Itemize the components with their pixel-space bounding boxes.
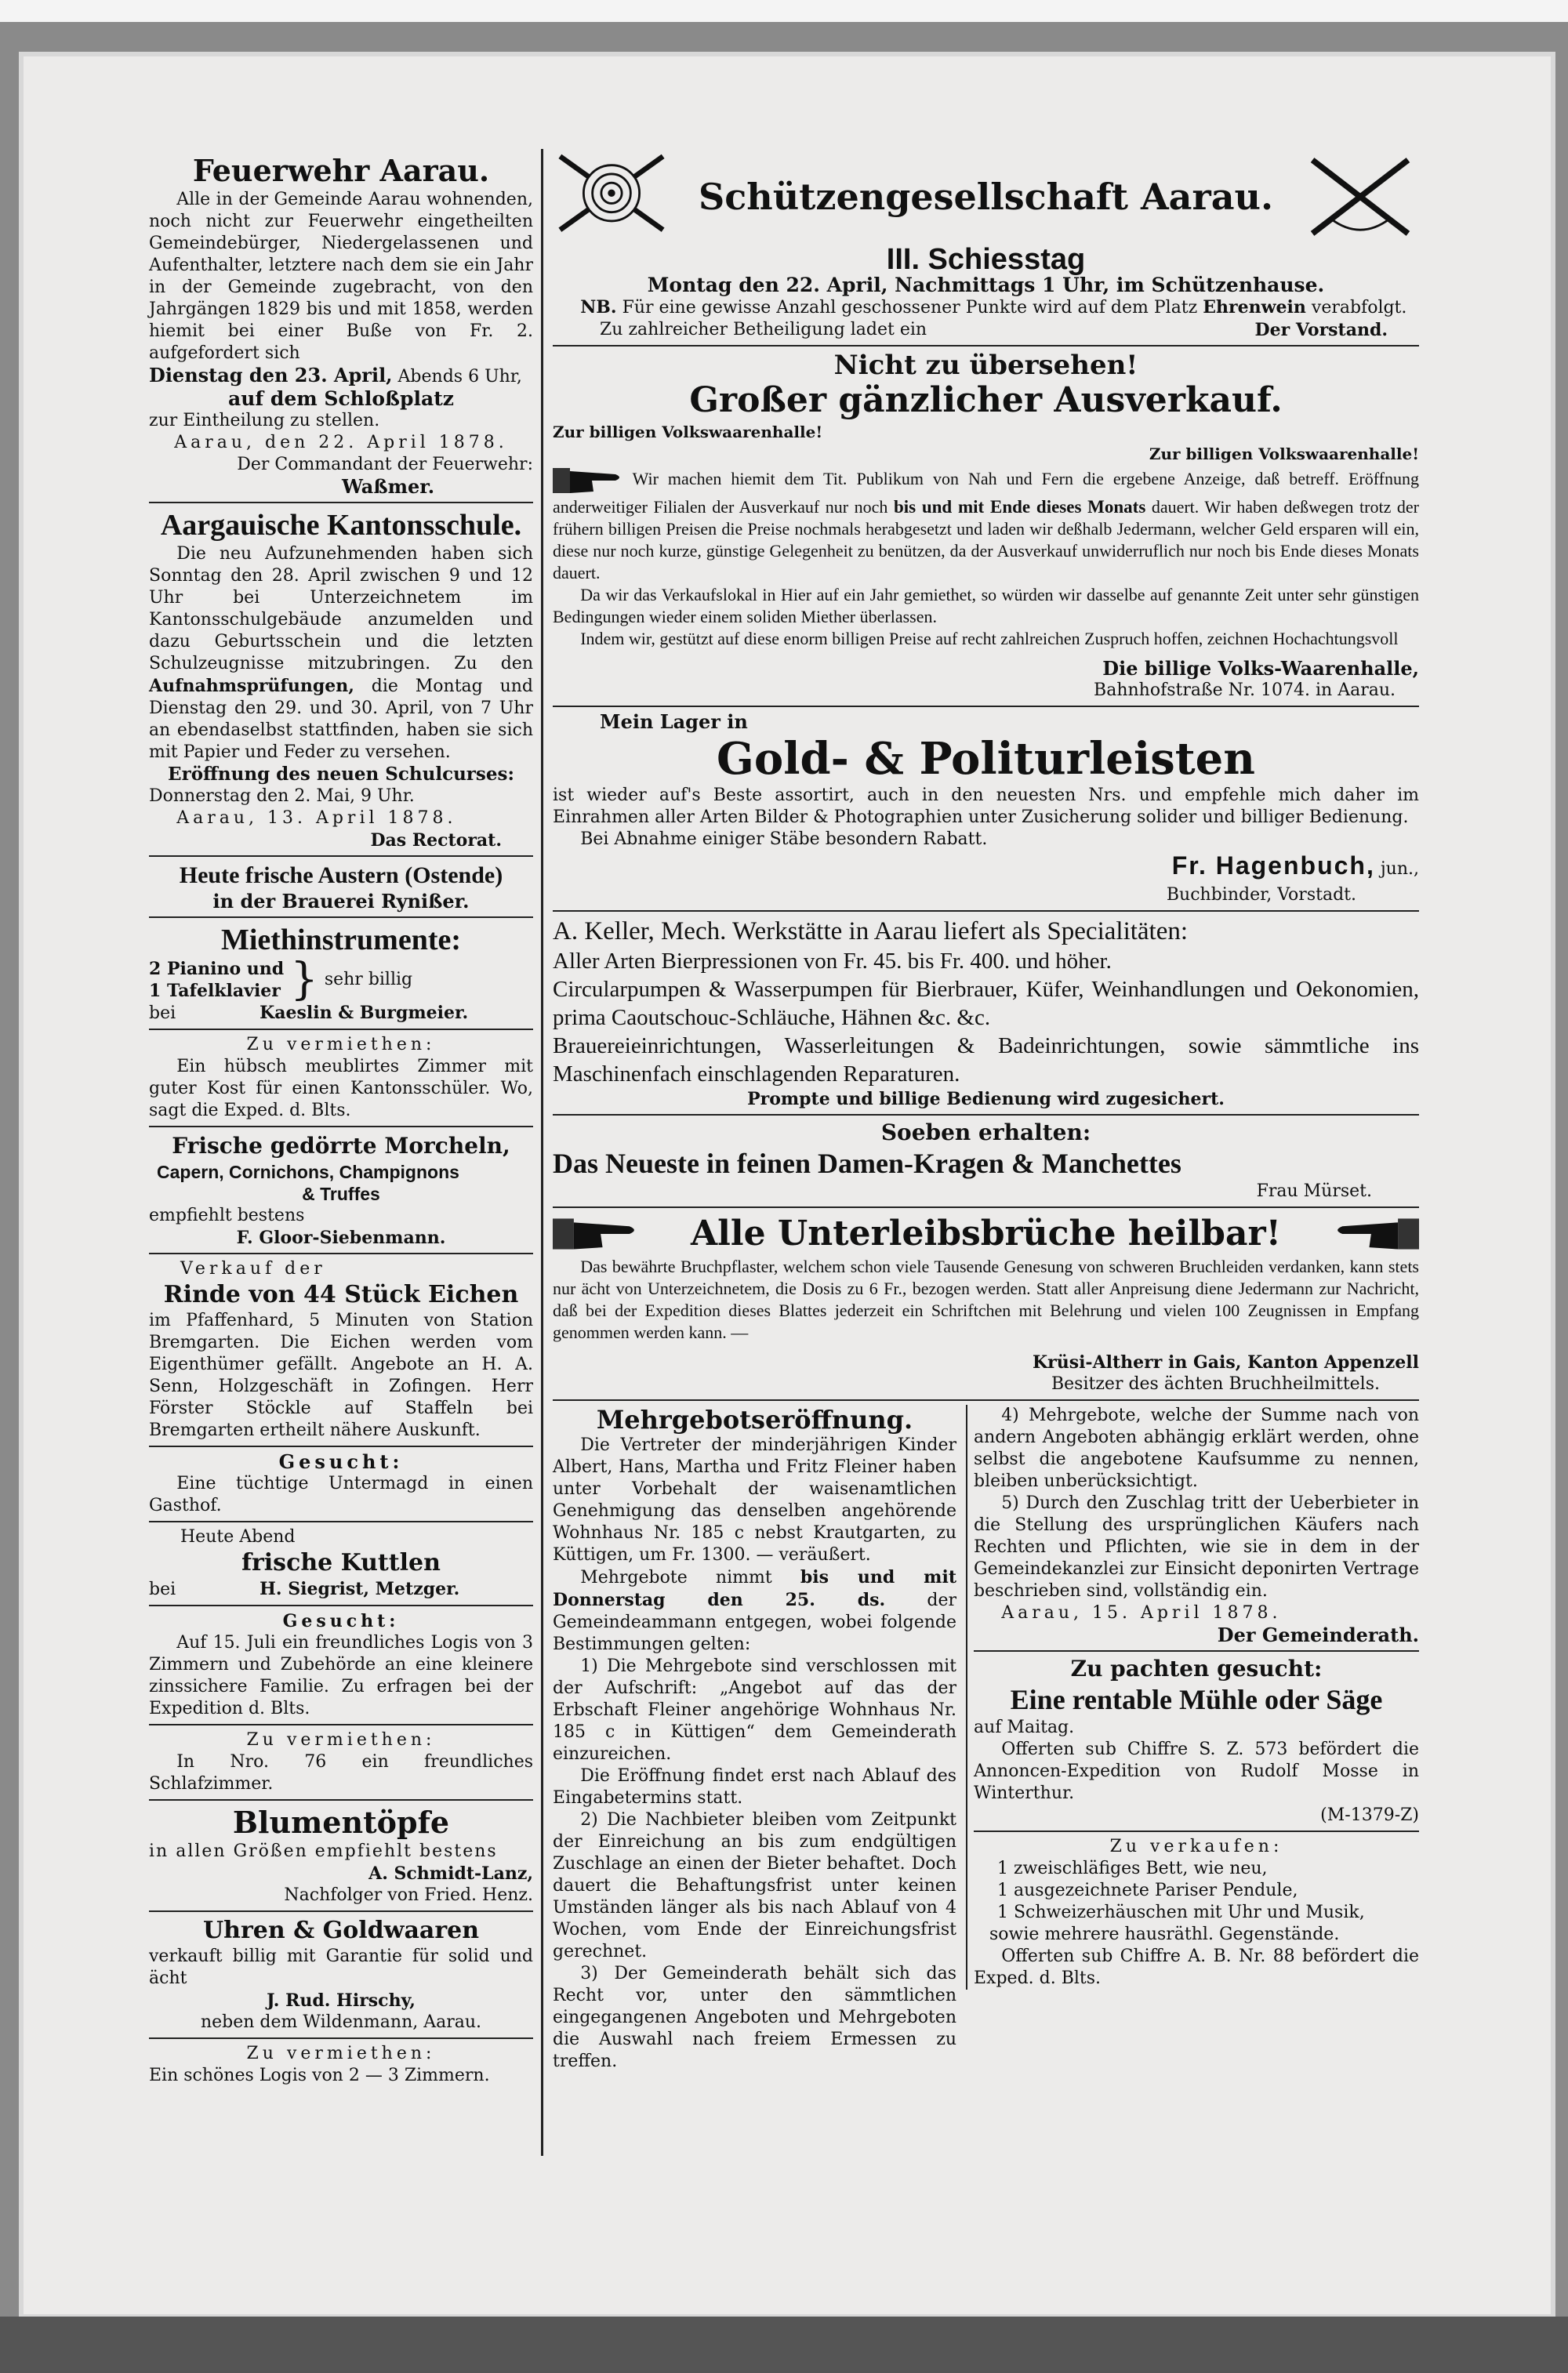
ad-uhren — [149, 1916, 533, 2034]
label-bei: bei — [149, 1580, 176, 1599]
separator — [149, 1521, 533, 1522]
invite-text: Zu zahlreicher Betheiligung ladet ein — [600, 320, 927, 339]
brace-icon: } — [290, 954, 318, 1005]
nb-label: NB. — [580, 297, 617, 317]
product-line: Aller Arten Bierpressionen von Fr. 45. bis Fr. 400. und höher. — [553, 949, 1112, 974]
separator — [149, 1724, 533, 1725]
ad-title: Großer gänzlicher Ausverkauf. — [689, 380, 1283, 420]
item: 2 Pianino und — [149, 959, 285, 979]
ad-body: Eine tüchtige Untermagd in einen Gasthof. — [149, 1474, 533, 1515]
discount-note: Bei Abnahme einiger Stäbe besondern Rabatt. — [580, 829, 988, 849]
address: Bahnhofstraße Nr. 1074. in Aarau. — [1094, 680, 1396, 700]
price-note: sehr billig — [324, 970, 413, 989]
condition: 5) Durch den Zuschlag tritt der Ueberbieter in die Stellung des ursprünglichen Käufers nach Rechten und Pflichten, wie sie in dem in der Gemeindekanzlei zur Einsicht deponirten Vertrage beschrieben sind, vollständig ein. — [974, 1493, 1419, 1601]
ad-headline: Eine rentable Mühle oder Säge — [1010, 1684, 1383, 1715]
ad-title: Zu vermiethen: — [246, 2044, 436, 2063]
ad-body: auf Maitag. — [974, 1718, 1075, 1737]
list-item: 1 ausgezeichnete Pariser Pendule, — [997, 1881, 1298, 1900]
right-column — [553, 149, 1419, 2073]
separator — [149, 502, 533, 503]
ad-body: dauert. Wir haben deßwegen trotz der frühern billigen Preisen die Preise nochmals herabgesetzt und laden wir deßhalb Jedermann, welcher Geld ersparen will ein, diese nur noch kurze, günstige Gelegenheit zu benützen, da der Ausverkauf unwiderruflich nur noch bis Ende dieses Monats dauert. — [553, 497, 1419, 582]
ad-body: Die neu Aufzunehmenden haben sich Sonntag den 28. April zwischen 9 und 12 Uhr bei Unterzeichnetem im Kantonsschulgebäude anzumelden und dazu Geburtsschein und die letzten Schulzeugnisse mitzubringen. Zu den — [149, 544, 533, 673]
condition: 2) Die Nachbieter bleiben vom Zeitpunkt der Einreichung an bis zum endgültigen Zuschlage an einen der Bieter behaftet. Doch dauert die Behaftungsfrist unter keinen Umständen länger als bis nach Ablauf von 4 Wochen, vom Ende der Einreichungsfrist gerechnet. — [553, 1810, 956, 1961]
nb-tail: verabfolgt. — [1311, 298, 1407, 317]
product-line: Brauereieinrichtungen, Wasserleitungen & Badeinrichtungen, sowie sämmtliche ins Maschinenfach einschlagenden Reparaturen. — [553, 1033, 1419, 1087]
ad-body: In Nro. 76 ein freundliches Schlafzimmer. — [149, 1752, 533, 1794]
separator — [149, 2037, 533, 2039]
ad-title: Miethinstrumente: — [220, 923, 462, 956]
dateline: Aarau, den 22. April 1878. — [174, 433, 508, 452]
ad-kuttlen — [149, 1526, 533, 1601]
ad-schuetzengesellschaft — [553, 149, 1419, 341]
ad-title: Uhren & Goldwaaren — [202, 1917, 480, 1944]
ad-pretitle: Nicht zu übersehen! — [833, 350, 1138, 381]
nb-bold: Ehrenwein — [1203, 297, 1306, 317]
separator — [149, 1605, 533, 1606]
ad-feuerwehr — [149, 153, 533, 498]
ad-body: Das Neueste in feinen Damen-Kragen & Manchettes — [553, 1148, 1181, 1179]
list-item: 1 Schweizerhäuschen mit Uhr und Musik, — [997, 1903, 1365, 1922]
separator — [553, 1399, 1419, 1401]
crossed-rifles-emblem-icon — [1301, 149, 1419, 245]
ad-title: Gold- & Politurleisten — [717, 733, 1255, 785]
ad-body: verkauft billig mit Garantie für solid und ächt — [149, 1947, 533, 1988]
right-subcolumn — [966, 1405, 1419, 1990]
signature: Fr. Hagenbuch, — [1171, 851, 1375, 880]
ad-subtitle: in der Brauerei Rynißer. — [212, 890, 470, 913]
separator — [974, 1831, 1419, 1832]
ad-kantonsschule — [149, 507, 533, 851]
ad-pretitle: Verkauf der — [180, 1259, 326, 1279]
signature: Waßmer. — [341, 475, 435, 498]
ad-body: Mehrgebote nimmt — [580, 1568, 772, 1587]
signature: H. Siegrist, Metzger. — [260, 1579, 460, 1599]
ad-title: Alle Unterleibsbrüche heilbar! — [691, 1214, 1281, 1254]
ad-title: Blumentöpfe — [232, 1805, 450, 1840]
ad-body: Offerten sub Chiffre A. B. Nr. 88 befördert die Exped. d. Blts. — [974, 1947, 1419, 1988]
ad-body: Indem wir, gestützt auf diese enorm billigen Preise auf recht zahlreichen Zuspruch hoffen, zeichnen Hochachtungsvoll — [580, 629, 1399, 648]
signature-sub: neben dem Wildenmann, Aarau. — [200, 2012, 482, 2032]
pointing-hand-icon — [553, 465, 623, 496]
ad-subtitle: III. Schiesstag — [886, 243, 1086, 276]
separator — [553, 706, 1419, 707]
signature: J. Rud. Hirschy, — [267, 1990, 416, 2011]
ad-title: Heute frische Austern (Ostende) — [179, 862, 503, 888]
event-date: Montag den 22. April, Nachmittags 1 Uhr, im Schützenhause. — [647, 274, 1325, 296]
separator — [149, 855, 533, 857]
deadline: bis und mit Donnerstag den 25. ds. — [553, 1567, 956, 1610]
pointing-hand-right-icon — [553, 1214, 639, 1254]
item: 1 Tafelklavier — [149, 981, 281, 1001]
ad-body: Offerten sub Chiffre S. Z. 573 befördert die Annoncen-Expedition von Rudolf Mosse in Winterthur. — [974, 1740, 1419, 1803]
ad-title: Gesucht: — [278, 1450, 404, 1473]
ad-body: der Gemeindeammann entgegen, wobei folgende Bestimmungen gelten: — [553, 1591, 956, 1654]
opening-date: Donnerstag den 2. Mai, 9 Uhr. — [149, 786, 415, 806]
signature: Der Vorstand. — [1254, 320, 1388, 340]
ad-verkaufen — [974, 1836, 1419, 1990]
separator — [149, 1799, 533, 1801]
column-divider — [541, 149, 543, 2156]
left-column — [149, 153, 533, 2087]
ad-pretitle: Mein Lager in — [600, 710, 748, 733]
list-item: sowie mehrere hausräthl. Gegenstände. — [989, 1925, 1340, 1944]
product-line: Circularpumpen & Wasserpumpen für Bierbrauer, Küfer, Weinhandlungen und Oekonomien, prima Caoutschouc-Schläuche, Hähnen &c. &c. — [553, 977, 1419, 1030]
ad-title: Zu vermiethen: — [246, 1730, 436, 1750]
ad-untermagd — [149, 1451, 533, 1517]
ad-body: Die Vertreter der minderjährigen Kinder Albert, Hans, Martha und Fritz Fleiner haben unter Vorbehalt der waisenamtlichen Genehmigung das denselben angehörende Wohnhaus Nr. 185 c nebst Krautgarten, zu Küttigen, um Fr. 1300. — veräußert. — [553, 1435, 956, 1565]
signature: Der Gemeinderath. — [1217, 1624, 1419, 1646]
ad-title: Soeben erhalten: — [880, 1119, 1091, 1145]
ad-mehrgebot — [553, 1405, 956, 2073]
scan-bottom-margin — [0, 2317, 1568, 2373]
separator — [149, 1910, 533, 1912]
ad-title: Zu vermiethen: — [246, 1035, 436, 1054]
ad-body: Alle in der Gemeinde Aarau wohnenden, noch nicht zur Feuerwehr eingetheilten Gemeindebürger, Niedergelassenen und Aufenthalter, letztere nach dem sie ein Jahr in der Gemeinde zugebracht, von den Jahrgängen 1829 bis und mit 1858, werden hiemit bei einer Buße von Fr. 2. aufgefordert sich — [149, 190, 533, 363]
separator — [149, 1029, 533, 1030]
label-bei: bei — [149, 1003, 176, 1023]
tag-left: Zur billigen Volkswaarenhalle! — [553, 423, 823, 441]
ad-body: im Pfaffenhard, 5 Minuten von Station Bremgarten. Die Eichen werden vom Eigenthümer gefällt. Angebote an H. A. Senn, Holzgeschäft in Zofingen. Herr Förster Stöckle auf Staffeln bei Bremgarten ertheilt nähere Auskunft. — [149, 1311, 533, 1440]
separator — [553, 1206, 1419, 1208]
ad-title: Rinde von 44 Stück Eichen — [163, 1281, 519, 1308]
nb-text: Für eine gewisse Anzahl geschossener Punkte wird auf dem Platz — [622, 298, 1198, 317]
reference-code: (M-1379-Z) — [1320, 1805, 1419, 1825]
ad-body: Auf 15. Juli ein freundliches Logis von 3 Zimmern und Zubehörde an eine kleinere zinssichere Familie. Zu erfragen bei der Expedition d. Blts. — [149, 1633, 533, 1718]
ad-body: Ein hübsch meublirtes Zimmer mit guter Kost für einen Kantonsschüler. Wo, sagt die Exped. d. Blts. — [149, 1057, 533, 1120]
list-item: 1 zweischläfiges Bett, wie neu, — [997, 1859, 1268, 1878]
separator — [553, 1114, 1419, 1116]
dateline: Aarau, 13. April 1878. — [176, 808, 457, 828]
ad-morcheln — [149, 1131, 533, 1249]
bottom-subcolumns — [553, 1405, 1419, 2073]
event-place: auf dem Schloßplatz — [228, 387, 454, 410]
ad-bruch — [553, 1212, 1419, 1395]
signature-sub: Nachfolger von Fried. Henz. — [284, 1885, 533, 1905]
item-line: & Truffes — [302, 1184, 380, 1204]
signature: Die billige Volks-Waarenhalle, — [1102, 657, 1419, 680]
target-rifles-emblem-icon — [553, 149, 670, 245]
ad-body: die Montag und Dienstag den 29. und 30. April, von 7 Uhr an ebendaselbst stattfinden, haben sie sich mit Papier und Feder zu versehen. — [149, 677, 534, 762]
signature: F. Gloor-Siebenmann. — [236, 1228, 446, 1248]
signature: A. Schmidt-Lanz, — [368, 1863, 533, 1884]
ad-title: Zu pachten gesucht: — [1070, 1656, 1323, 1682]
ad-blumentoepfe — [149, 1805, 533, 1907]
ad-keller — [553, 916, 1419, 1110]
ad-title: Schützengesellschaft Aarau. — [699, 176, 1273, 218]
separator — [149, 1126, 533, 1127]
signer-role: Der Commandant der Feuerwehr: — [237, 455, 533, 474]
signature-suffix: jun., — [1380, 859, 1419, 879]
pointing-hand-left-icon — [1333, 1214, 1419, 1254]
condition: 4) Mehrgebote, welche der Summe nach von andern Angeboten abhängig erklärt werden, ohne selbst die angebotene Kaufsumme zu nennen, bleiben unberücksichtigt. — [974, 1406, 1419, 1491]
ad-title: Feuerwehr Aarau. — [192, 153, 490, 188]
ad-body: Wir machen hiemit dem Tit. Publikum von Nah und Fern die ergebene Anzeige, daß betreff. Eröffnung anderweitiger Filialen der Ausverkauf nur noch — [553, 469, 1419, 517]
recommendation: empfiehlt bestens — [149, 1206, 305, 1225]
service-note: Prompte und billige Bedienung wird zugesichert. — [747, 1089, 1225, 1109]
signature: Das Rectorat. — [370, 830, 502, 851]
ad-body: ist wieder auf's Beste assortirt, auch in den neuesten Nrs. und empfehle mich daher im Einrahmen aller Arten Bilder & Photographien unter Zusicherung solider und billiger Bedienung. — [553, 786, 1419, 827]
separator — [974, 1650, 1419, 1652]
opening-title: Eröffnung des neuen Schulcurses: — [168, 764, 514, 785]
ad-title: frische Kuttlen — [241, 1549, 441, 1577]
signature-sub: Buchbinder, Vorstadt. — [1166, 885, 1356, 905]
signature: Frau Mürset. — [1256, 1181, 1372, 1201]
tag-right: Zur billigen Volkswaarenhalle! — [1149, 444, 1419, 463]
condition: 3) Der Gemeinderath behält sich das Recht vor, unter den sämmtlichen eingegangenen Angeboten und Mehrgeboten die Auswahl nach freiem Ermessen zu treffen. — [553, 1964, 956, 2071]
ad-title: Gesucht: — [282, 1611, 400, 1631]
ad-body-tail: zur Eintheilung zu stellen. — [149, 411, 380, 430]
signature-sub: Besitzer des ächten Bruchheilmittels. — [1051, 1374, 1380, 1394]
dateline: Aarau, 15. April 1878. — [1001, 1603, 1282, 1623]
ad-body: Das bewährte Bruchpflaster, welchem schon viele Tausende Genesung von schweren Bruchleiden verdanken, kann stets nur ächt von Unterzeichnetem, die Dosis zu 6 Fr., bezogen werden. Statt aller Anpreisung diene Jedermann zur Nachricht, daß bei der Expedition dieses Blattes jederzeit ein Schriftchen mit Belehrung und vielen 100 Zeugnissen in Empfang genommen werden kann. — — [553, 1257, 1419, 1342]
separator — [149, 916, 533, 918]
condition: 1) Die Mehrgebote sind verschlossen mit der Aufschrift: „Angebot auf das der Erbschaft Fleiner angehörige Wohnhaus Nr. 185 c in Küttigen“ dem Gemeinderath einzureichen. — [553, 1656, 956, 1764]
firm-name: Kaeslin & Burgmeier. — [260, 1003, 469, 1023]
scan-top-margin — [0, 0, 1568, 22]
ad-title: Aargauische Kantonsschule. — [160, 509, 522, 542]
ad-title: Frische gedörrte Morcheln, — [172, 1133, 510, 1159]
ad-logis-2 — [149, 2043, 533, 2087]
ad-schlafzimmer — [149, 1729, 533, 1795]
item-line: Capern, Cornichons, Champignons — [157, 1162, 459, 1182]
ad-body-bold: bis und mit Ende dieses Monats — [893, 497, 1146, 517]
ad-pachten — [974, 1656, 1419, 1827]
ad-logis — [149, 1610, 533, 1720]
condition: Die Eröffnung findet erst nach Ablauf des Eingabetermins statt. — [553, 1766, 956, 1808]
ad-body: Ein schönes Logis von 2 — 3 Zimmern. — [149, 2066, 490, 2085]
event-time: Abends 6 Uhr, — [397, 367, 522, 386]
ad-ausverkauf — [553, 350, 1419, 702]
ad-zimmer — [149, 1034, 533, 1122]
ad-title: Mehrgebotseröffnung. — [596, 1405, 913, 1435]
ad-politurleisten — [553, 711, 1419, 906]
ad-body: Da wir das Verkaufslokal in Hier auf ein Jahr gemiethet, so würden wir dasselbe auf genannte Zeit unter sehr günstigen Bedingungen wieder einem soliden Miether überlassen. — [553, 585, 1419, 626]
ad-title: A. Keller, Mech. Werkstätte in Aarau liefert als Specialitäten: — [553, 917, 1189, 945]
ad-title: Zu verkaufen: — [1109, 1837, 1283, 1856]
ad-damen-kragen — [553, 1119, 1419, 1203]
ad-mehrgebot-continued — [974, 1405, 1419, 1646]
ad-rinde — [149, 1258, 533, 1442]
ad-body-bold: Aufnahmsprüfungen, — [149, 676, 354, 696]
ad-miethinstrumente — [149, 922, 533, 1025]
event-date: Dienstag den 23. April, — [149, 364, 393, 386]
signature: Krüsi-Altherr in Gais, Kanton Appenzell — [1032, 1352, 1419, 1373]
ad-austern — [149, 861, 533, 913]
separator — [553, 345, 1419, 347]
separator — [149, 1253, 533, 1254]
separator — [553, 910, 1419, 912]
separator — [149, 1446, 533, 1447]
ad-body: in allen Größen empfiehlt bestens — [149, 1841, 498, 1861]
ad-pretitle: Heute Abend — [180, 1527, 296, 1547]
